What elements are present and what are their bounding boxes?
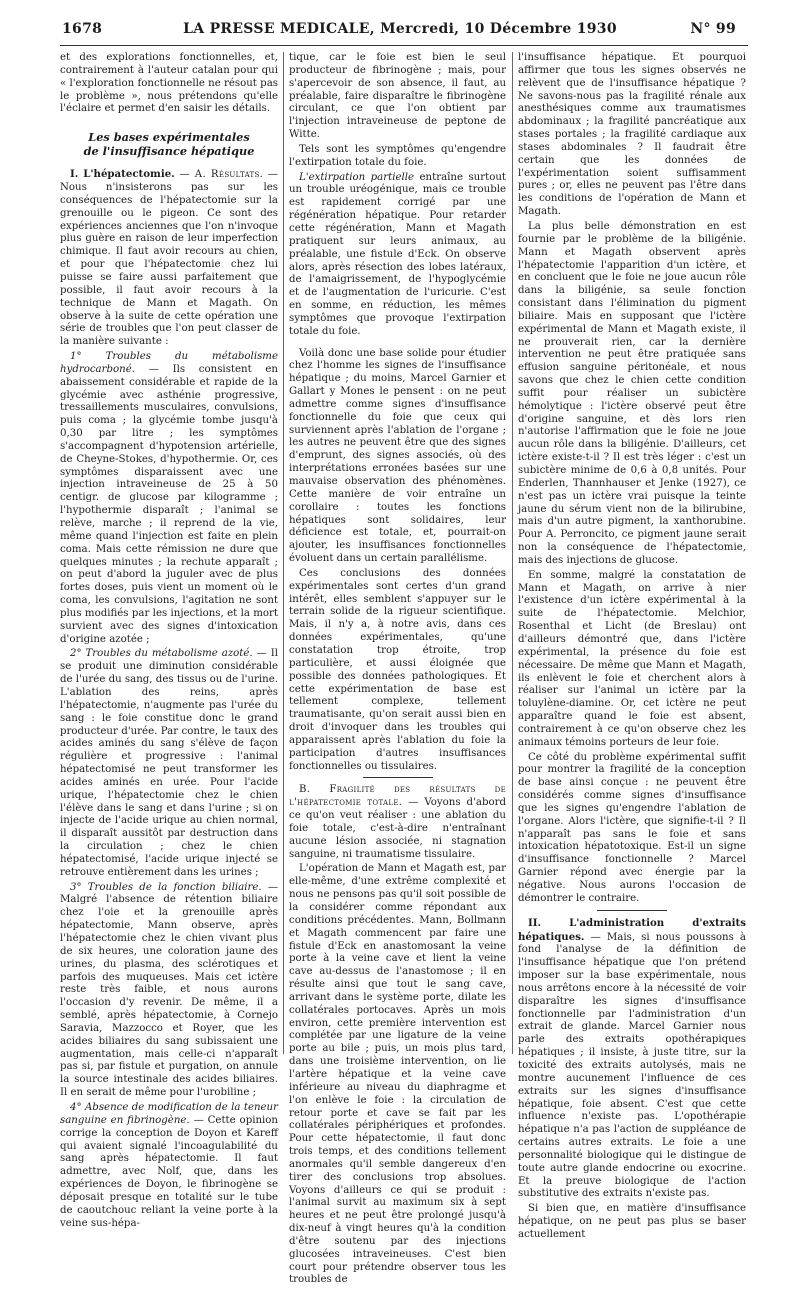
run-in-title: 2° Troubles du métabolisme azoté. bbox=[70, 648, 253, 660]
run-in-title: 3° Troubles de la fonction biliaire. bbox=[70, 881, 262, 893]
section-divider bbox=[363, 777, 433, 778]
paragraph-text: — Il se produit une diminution considérable de l'urée du sang, des tissus ou de l'urine. L'ablation des reins, après l'hépatectomie, n'augmente pas l'urée du sang : le foie constitue donc le grand producteur d'urée. Par contre, le taux des acides aminés du sang s'élève de façon régulière et progressive : l'animal hépatectomisé ne peut transformer les acides aminés en urée. Pour l'acide urique, l'hépatectomie chez le chien l'élève dans le sang et dans l'urine ; si on injecte de l'acide urique au chien normal, il disparaît aussitôt par destruction dans la circulation ; chez le chien hépatectomisé, l'acide urique injecté se retrouve entièrement dans les urines ; bbox=[60, 648, 278, 878]
paragraph-text: — Nous n'insisterons pas sur les conséquences de l'hépatectomie sur la grenouille ou le pigeon. Ce sont des expériences anciennes que l'on n'invoque plus guère en raison de leur imperfection chimique. Il faut avoir recours au chien, et pour que l'hépatectomie chez lui puisse se faire aussi parfaitement que possible, il faut avoir recours à la technique de Mann et Magath. On observe à la suite de cette opération une série de troubles que l'on peut classer de la manière suivante : bbox=[60, 169, 278, 348]
paragraph: Tels sont les symptômes qu'engendre l'extirpation totale du foie. bbox=[289, 143, 506, 168]
column-3 bbox=[518, 52, 746, 1244]
section-heading bbox=[60, 130, 278, 158]
paragraph: tique, car le foie est bien le seul producteur de fibrinogène ; mais, pour s'apercevoir de son absence, il faut, au préalable, faire disparaître le fibrinogène circulant, ce que l'on obtient par l'injection intraveineuse de peptone de Witte. bbox=[289, 52, 506, 141]
paragraph-text: — Malgré l'absence de rétention biliaire chez l'oie et la grenouille après hépatectomie, Mann observe, après l'hépatectomie chez le chien vivant plus de six heures, une coloration jaune des urines, du plasma, des sclérotiques et parfois des muqueuses. Mais cet ictère reste très faible, et nous aurons l'occasion d'y revenir. De même, il a semblé, après hépatectomie, à Cornejo Saravia, Mazzocco et Royer, que les acides biliaires du sang subissaient une augmentation, mais celle-ci n'apparaît pas si, par fistule et purgation, on annule la source intestinale des acides biliaires. Il en serait de même pour l'urobiline ; bbox=[60, 881, 278, 1099]
paragraph bbox=[60, 168, 278, 349]
paragraph-text: — Mais, si nous poussons à fond l'analyse de la définition de l'insuffisance hépatique que l'on prétend imposer sur la base expérimentale, nous nous arrêtons encore à la nécessité de voir disparaître les signes d'insuffisance fonctionnelle par l'administration d'un extrait de glande. Marcel Garnier nous parle des extraits opothérapiques hépatiques ; il insiste, à juste titre, sur la toxicité des extraits autolysés, mais ne montre aucunement l'influence de ces extraits sur les signes d'insuffisance hépatique, foie absent. C'est que cette influence n'existe pas. L'opothérapie hépatique n'a pas l'action de suppléance de certains autres extraits. Le foie a une personnalité biologique qui le distingue de toute autre glande endocrine ou exocrine. Et la preuve biologique de l'action substitutive des extraits n'existe pas. bbox=[518, 931, 746, 1200]
paragraph-text: — Cette opinion corrige la conception de Doyon et Kareff qui avaient signalé l'incoagulabilité du sang après hépatectomie. Il faut admettre, avec Nolf, que, dans les expériences de Doyon, le fibrinogène se déposait presque en totalité sur le tube de caoutchouc reliant la veine porte à la veine sus-hépa- bbox=[60, 1114, 278, 1229]
column-2 bbox=[289, 52, 506, 1289]
run-in-title: 4° Absence de modification de la teneur sanguine en fibrinogène. bbox=[60, 1101, 278, 1126]
paragraph: En somme, malgré la constatation de Mann et Magath, on arrive à nier l'existence d'un ictère expérimental à la suite de l'hépatectomie. Melchior, Rosenthal et Licht (de Breslau) ont d'ailleurs démontré que, dans l'ictère expérimental, la présence du foie est nécessaire. De même que Mann et Magath, ils enlèvent le foie et cherchent alors à réaliser sur l'animal un ictère par la toluylène-diamine. Or, cet ictère ne peut apparaître quand le foie est absent, contrairement à ce qu'on observe chez les animaux témoins porteurs de leur foie. bbox=[518, 569, 746, 748]
run-in-title: L'extirpation partielle bbox=[299, 171, 415, 183]
subsection-title: II. L'administration d'extraits hépatiques. bbox=[518, 916, 746, 943]
paragraph bbox=[518, 917, 746, 1202]
subsection-title: I. L'hépatectomie. bbox=[70, 168, 175, 181]
paragraph-text: — Voyons d'abord ce qu'on veut réaliser : une ablation du foie totale, c'est-à-dire n'entraînant aucune lésion associée, ni stagnation sanguine, ni traumatisme tissulaire. bbox=[289, 797, 506, 860]
paragraph bbox=[289, 172, 506, 339]
run-in-title: 1° Troubles du métabolisme hydrocarboné. bbox=[60, 351, 278, 375]
paragraph: l'insuffisance hépatique. Et pourquoi affirmer que tous les signes observés ne relèvent que de l'insuffisance hépatique ? Ne savons-nous pas la fragilité rénale aux anesthésiques comme aux traumatismes abdominaux ; la fragilité pancréatique aux stases portales ; la fragilité cardiaque aux stases abdominales ? Il faudrait être certain que les données de l'expérimentation soient suffisamment pures ; or, elles ne peuvent pas l'être dans les conditions de l'opération de Mann et Magath. bbox=[518, 52, 746, 218]
paragraph bbox=[60, 1102, 278, 1230]
paragraph-text: — Ils consistent en abaissement considérable et rapide de la glycémie avec asthénie progressive, tressaillements musculaires, convulsions, puis coma ; la glycémie tombe jusqu'à 0,30 par litre ; les symptômes s'accompagnent d'hypotension artérielle, de Cheyne-Stokes, d'hypothermie. Or, ces symptômes disparaissent avec une injection intraveineuse de 25 à 50 centigr. de glucose par kilogramme ; l'hypothermie disparaît ; l'animal se relève, marche ; il reprend de la vie, même quand l'injection est faite en plein coma. Mais cette rémission ne dure que quelques minutes ; la rechute apparaît ; on peut d'abord la juguler avec de plus fortes doses, puis vient un moment où le coma, les convulsions, l'agitation ne sont plus modifiés par les injections, et la mort survient avec des signes d'intoxication d'origine azotée ; bbox=[60, 363, 278, 645]
running-header bbox=[0, 21, 800, 43]
subsection-title: B. Fragilité des résultats de l'hépatectomie totale. bbox=[289, 784, 506, 809]
page-number: 1678 bbox=[62, 21, 103, 37]
column-divider bbox=[512, 52, 513, 1054]
paragraph: L'opération de Mann et Magath est, par elle-même, d'une extrême complexité et nous ne pensons pas qu'il soit possible de la considérer comme répondant aux conditions précédentes. Mann, Bollmann et Magath commencent par faire une fistule d'Eck en anastomosant la veine porte à la veine cave et lient la veine cave au-dessus de l'anastomose ; il en résulte ainsi que tout le sang cave, arrivant dans le système porte, dilate les collatérales portocaves. Après un mois environ, cette première intervention est complétée par une ligature de la veine porte au bile ; puis, un mois plus tard, dans une troisième intervention, on lie l'artère hépatique et la veine cave inférieure au niveau du diaphragme et l'on enlève le foie : la circulation de retour porte et cave se fait par les collatérales périphériques et profondes. Pour cette hépatectomie, il faut donc trois temps, et des conditions tellement anormales qu'il semble dangereux d'en tirer des conclusions trop absolues. Voyons d'ailleurs ce qui se produit : l'animal survit au maximum six à sept heures et ne peut être prolongé jusqu'à dix-neuf à vingt heures qu'à la condition d'être soutenu par des injections glucosées intraveineuses. C'est bien court pour prétendre observer tous les troubles de bbox=[289, 863, 506, 1286]
journal-title: LA PRESSE MEDICALE, Mercredi, 10 Décembre 1930 bbox=[183, 21, 617, 37]
subsection-subtitle: — A. Résultats. bbox=[179, 169, 264, 181]
issue-number: N° 99 bbox=[690, 21, 736, 37]
section-heading-line: Les bases expérimentales bbox=[88, 130, 250, 145]
paragraph: Ce côté du problème expérimental suffit pour montrer la fragilité de la conception de base ainsi conçue : ne peuvent être considérés comme signes d'insuffisance que les signes qu'engendre l'ablation de l'organe. Alors l'ictère, que signifie-t-il ? Il n'apparaît pas sans le foie et sans intoxication hépatotoxique. Est-il un signe d'insuffisance fonctionnelle ? Marcel Garnier répond avec énergie par la négative. Nous aurons l'occasion de démontrer le contraire. bbox=[518, 751, 746, 904]
column-divider bbox=[283, 52, 284, 1054]
paragraph: Ces conclusions des données expérimentales sont certes d'un grand intérêt, elles semblent s'appuyer sur le terrain solide de la rigueur scientifique. Mais, il n'y a, à notre avis, dans ces données expérimentales, qu'une constatation trop étroite, trop particulière, et aussi éloignée que possible des données pathologiques. Et cette expérimentation de base est tellement complexe, tellement traumatisante, qu'on serait aussi bien en droit d'invoquer dans les troubles qui apparaissent après l'ablation du foie la participation d'autres insuffisances fonctionnelles ou tissulaires. bbox=[289, 567, 506, 772]
paragraph bbox=[289, 784, 506, 861]
paragraph: Voilà donc une base solide pour étudier chez l'homme les signes de l'insuffisance hépatique ; du moins, Marcel Garnier et Gallart y Mones le pensent : on ne peut admettre comme signes d'insuffisance fonctionnelle du foie que ceux qui surviennent après l'ablation de l'organe ; les autres ne peuvent être que des signes d'emprunt, des signes associés, où des interprétations erronées basées sur une mauvaise observation des phénomènes. Cette manière de voir entraîne un corollaire : toutes les fonctions hépatiques sont solidaires, leur déficience est totale, et, pourrait-on ajouter, les insuffisances fonctionnelles évoluent dans un certain parallélisme. bbox=[289, 347, 506, 565]
header-rule bbox=[60, 45, 748, 46]
paragraph: et des explorations fonctionnelles, et, contrairement à l'auteur catalan pour qui « l'exploration fonctionnelle ne résout pas le problème », nous prétendons qu'elle l'éclaire et permet d'en saisir les détails. bbox=[60, 52, 278, 115]
paragraph: La plus belle démonstration en est fournie par le problème de la biligénie. Mann et Magath observent après l'hépatectomie l'apparition d'un ictère, et en concluent que le foie ne joue aucun rôle dans la biligénie, sa seule fonction consistant dans l'élimination du pigment biliaire. Mais en supposant que l'ictère expérimental de Mann et Magath existe, il ne prouverait rien, car la dernière intervention ne peut être pratiquée sans effusion sanguine péritonéale, et nous savons que chez le chien cette condition suffit pour réaliser un subictère hémolytique : l'ictère observé peut être d'origine sanguine, et dès lors rien n'autorise l'affirmation que le foie ne joue aucun rôle dans la biligénie. D'ailleurs, cet ictère existe-t-il ? Il est très léger : c'est un subictère minime de 0,6 à 0,8 unités. Pour Enderlen, Thannhauser et Jenke (1927), ce n'est pas un ictère vrai puisque la teinte jaune du sérum vient non de la bilirubine, mais d'un autre pigment, la xanthorubine. Pour A. Perroncito, ce pigment jaune serait non la conséquence de l'hépatectomie, mais des injections de glucose. bbox=[518, 220, 746, 566]
paragraph bbox=[60, 648, 278, 879]
section-divider bbox=[597, 910, 667, 911]
paragraph bbox=[60, 882, 278, 1100]
column-1 bbox=[60, 52, 278, 1232]
section-heading-line: de l'insuffisance hépatique bbox=[83, 144, 255, 159]
paragraph-text: entraîne surtout un trouble uréogénique, mais ce trouble est rapidement corrigé par une régénération hépatique. Pour retarder cette régénération, Mann et Magath pratiquent sur leurs animaux, au préalable, une fistule d'Eck. On observe alors, après résection des lobes latéraux, de l'amaigrissement, de l'hypoglycémie et de l'augmentation de l'uricurie. C'est en somme, en réduction, les mêmes symptômes que provoque l'extirpation totale du foie. bbox=[289, 171, 506, 337]
paragraph: Si bien que, en matière d'insuffisance hépatique, on ne peut pas plus se baser actuellement bbox=[518, 1203, 746, 1240]
paragraph bbox=[60, 351, 278, 646]
